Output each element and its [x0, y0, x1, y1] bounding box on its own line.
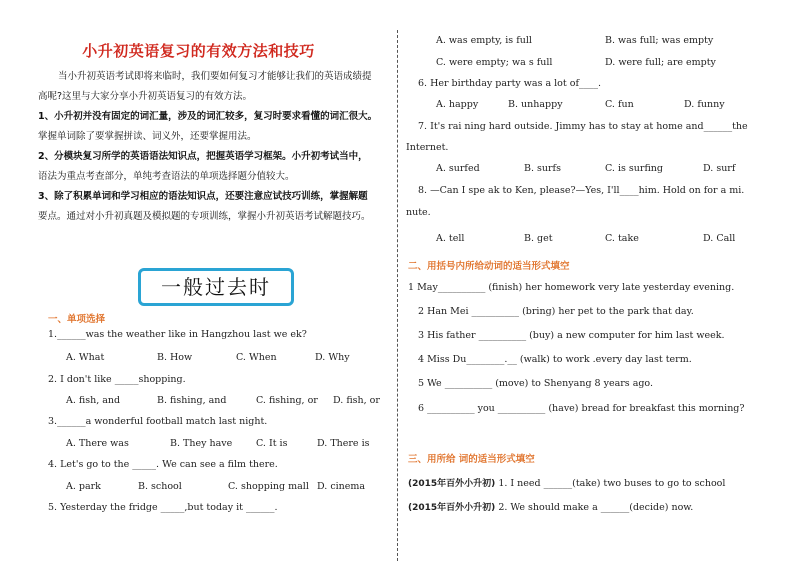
- fill-item: [408, 500, 693, 513]
- option: D. were full; are empty: [605, 57, 716, 68]
- intro-line: 1、小升初并没有固定的词汇量，涉及的词汇较多，复习时要求看懂的词汇很大。: [38, 111, 378, 122]
- option: B. get: [524, 233, 553, 244]
- section-heading-word-fill: 三、用所给 词的适当形式填空: [408, 454, 535, 465]
- intro-line: 要点。通过对小升初真题及模拟题的专项训练，掌握小升初英语考试解题技巧。: [38, 211, 371, 222]
- option: B. school: [138, 481, 182, 492]
- question-stem-continued: Internet.: [406, 142, 449, 153]
- exam-source-tag: (2015年百外小升初): [408, 479, 496, 489]
- fill-text: 2. We should make a ______(decide) now.: [498, 502, 694, 513]
- option: A. fish, and: [66, 395, 121, 406]
- option: A. happy: [436, 99, 479, 110]
- fill-item: 5 We __________ (move) to Shenyang 8 years ago.: [418, 378, 654, 389]
- option: D. Call: [703, 233, 736, 244]
- intro-text: [38, 67, 384, 227]
- fill-item: 3 His father __________ (buy) a new computer for him last week.: [418, 330, 725, 341]
- topic-badge: 一般过去时: [138, 268, 294, 306]
- question-stem: 2. I don't like _____shopping.: [48, 374, 186, 385]
- question-stem: 5. Yesterday the fridge _____,but today it ______.: [48, 502, 278, 513]
- option: C. were empty; wa s full: [436, 57, 553, 68]
- option: D. There is: [317, 438, 370, 449]
- intro-line: 2、分模块复习所学的英语语法知识点，把握英语学习框架。小升初考试当中，: [38, 151, 368, 162]
- option: C. When: [236, 352, 277, 363]
- option: B. fishing, and: [157, 395, 227, 406]
- option: D. funny: [684, 99, 725, 110]
- question-stem: 1.______was the weather like in Hangzhou last we ek?: [48, 329, 307, 340]
- fill-text: 1. I need ______(take) two buses to go to school: [498, 478, 726, 489]
- option: A. was empty, is full: [436, 35, 532, 46]
- fill-item: 1 May__________ (finish) her homework very late yesterday evening.: [408, 282, 735, 293]
- option: B. unhappy: [508, 99, 563, 110]
- option: B. surfs: [524, 163, 561, 174]
- option: C. take: [605, 233, 639, 244]
- option: C. It is: [256, 438, 288, 449]
- option: C. fun: [605, 99, 634, 110]
- exam-source-tag: (2015年百外小升初): [408, 503, 496, 513]
- option: C. is surfing: [605, 163, 663, 174]
- fill-item: 2 Han Mei __________ (bring) her pet to the park that day.: [418, 306, 694, 317]
- right-column: [398, 0, 794, 561]
- question-stem: 6. Her birthday party was a lot of____.: [418, 78, 601, 89]
- fill-item: 6 __________ you __________ (have) bread for breakfast this morning?: [418, 403, 745, 414]
- question-stem-continued: nute.: [406, 207, 431, 218]
- fill-item: 4 Miss Du________.__ (walk) to work .every day last term.: [418, 354, 692, 365]
- option: D. surf: [703, 163, 736, 174]
- option: D. fish, or: [333, 395, 380, 406]
- option: A. park: [66, 481, 101, 492]
- option: A. What: [66, 352, 105, 363]
- intro-line: 3、除了积累单词和学习相应的语法知识点，还要注意应试技巧训练，掌握解题: [38, 191, 368, 202]
- intro-line: 当小升初英语考试即将来临时，我们要如何复习才能够让我们的英语成绩提: [58, 71, 372, 82]
- question-stem: 7. It's rai ning hard outside. Jimmy has to stay at home and______the: [418, 121, 748, 132]
- option: B. They have: [170, 438, 233, 449]
- intro-line: 掌握单词除了要掌握拼读、词义外，还要掌握用法。: [38, 131, 257, 142]
- option: B. was full; was empty: [605, 35, 714, 46]
- option: C. fishing, or: [256, 395, 318, 406]
- intro-line: 高呢?这里与大家分享小升初英语复习的有效方法。: [38, 91, 253, 102]
- option: D. Why: [315, 352, 350, 363]
- option: D. cinema: [317, 481, 366, 492]
- page-title: 小升初英语复习的有效方法和技巧: [82, 42, 315, 60]
- option: A. surfed: [436, 163, 480, 174]
- question-stem: 4. Let's go to the _____. We can see a film there.: [48, 459, 278, 470]
- question-stem: 8. —Can I spe ak to Ken, please?—Yes, I'll____him. Hold on for a mi.: [418, 185, 745, 196]
- section-heading-multiple-choice: 一、单项选择: [48, 314, 106, 325]
- option: A. tell: [436, 233, 465, 244]
- option: C. shopping mall: [228, 481, 309, 492]
- option: B. How: [157, 352, 193, 363]
- question-stem: 3.______a wonderful football match last night.: [48, 416, 268, 427]
- intro-line: 语法为重点考查部分，单纯考查语法的单项选择题分值较大。: [38, 171, 295, 182]
- fill-item: [408, 476, 725, 489]
- option: A. There was: [66, 438, 129, 449]
- section-heading-verb-fill: 二、用括号内所给动词的适当形式填空: [408, 261, 570, 272]
